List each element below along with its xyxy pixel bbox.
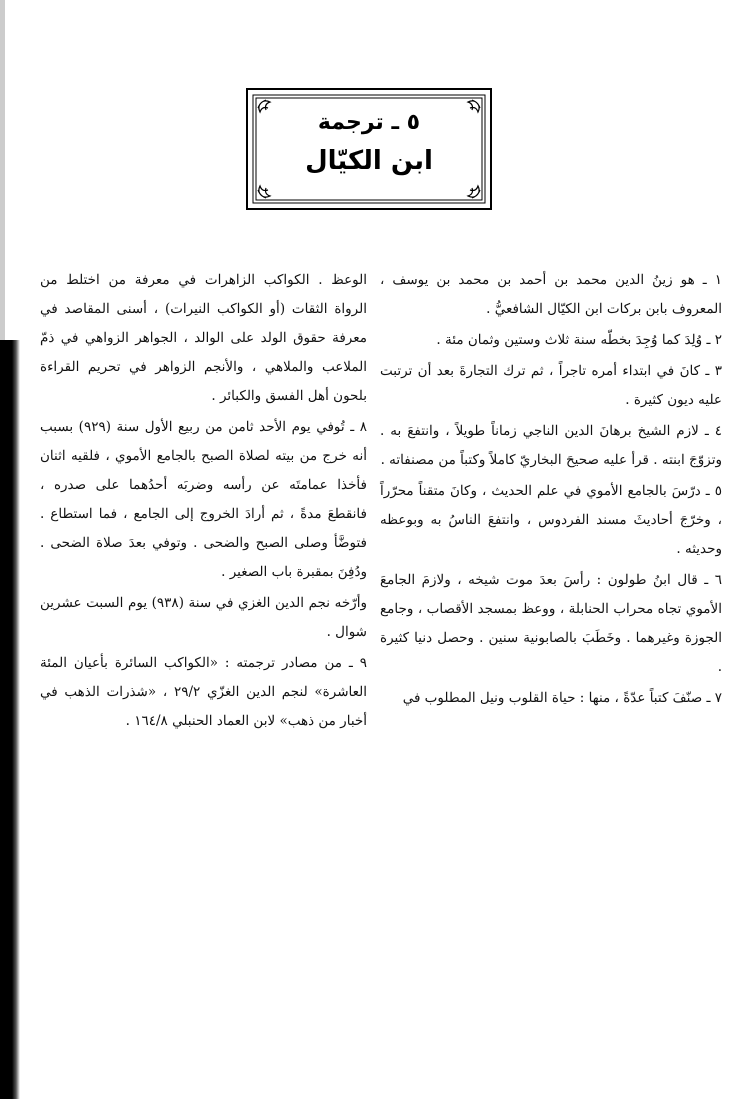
- paragraph-8: ٨ ـ تُوفي يوم الأحد ثامن من ربيع الأول سنة (٩٢٩) بسبب أنه خرج من بيته لصلاة الصبح بالجامع الأموي ، فلقيه اثنان فأخذا عمامتَه عن رأسه وضربَه أحدُهما على صدره ، فانقطعَ مدةً ، ثم أرادَ الخروج إلى الجامع ، فما استطاع . فتوضَّأ وصلى الصبح والضحى . وتوفي بعدَ صلاة الضحى . ودُفِنَ بمقبرة باب الصغير .: [40, 419, 367, 580]
- title-frame: [244, 86, 494, 212]
- left-column: [40, 266, 367, 736]
- paragraph-8-note: وأرّخه نجم الدين الغزي في سنة (٩٣٨) يوم السبت عشرين شوال .: [40, 595, 367, 640]
- paragraph-2: ٢ ـ وُلِدَ كما وُجِدَ بخطّه سنة ثلاث وستين وثمان مئة .: [436, 332, 722, 348]
- paragraph-5: ٥ ـ درّسَ بالجامع الأموي في علم الحديث ، وكانَ متقناً محرّراً ، وخرّجَ أحاديثَ مسند الفردوس ، وانتفعَ الناسُ به وبوعظه وحديثه .: [380, 483, 722, 557]
- scan-edge-top: [0, 0, 5, 340]
- paragraph-7: ٧ ـ صنّفَ كتباً عدّةً ، منها : حياة القلوب ونيل المطلوب في: [402, 690, 722, 706]
- paragraph-4: ٤ ـ لازم الشيخ برهانَ الدين الناجي زماناً طويلاً ، وانتفعَ به . وتزوّجَ ابنته . قرأ عليه صحيحَ البخاريّ كاملاً وكتباً من مصنفاته .: [380, 423, 722, 468]
- title-number-line: ٥ ـ ترجمة: [317, 110, 421, 135]
- paragraph-3: ٣ ـ كانَ في ابتداء أمره تاجراً ، ثم ترك التجارةَ بعد أن ترتبت عليه ديون كثيرة .: [380, 363, 722, 408]
- paragraph-1: ١ ـ هو زينُ الدين محمد بن أحمد بن محمد بن يوسف ، المعروف بابن بركات ابن الكيّال الشافعيُّ .: [380, 272, 722, 317]
- title-name-line: ابن الكيّال: [305, 146, 433, 176]
- scan-edge-shadow: [0, 340, 20, 1099]
- right-column: [380, 266, 722, 713]
- paragraph-6: ٦ ـ قال ابنُ طولون : رأسَ بعدَ موت شيخه ، ولازمَ الجامعَ الأموي تجاه محراب الحنابلة ، ووعظ بمسجد الأقصاب ، وجامع الجوزة وغيرهما . وخَطَبَ بالصابونية سنين . وحصل دنيا كثيرة .: [380, 572, 722, 675]
- paragraph-7-continued: الوعظ . الكواكب الزاهرات في معرفة من اختلط من الرواة الثقات (أو الكواكب النيرات) ، أسنى المقاصد في معرفة حقوق الولد على الوالد ، الجواهر الزواهي في ذمّ الملاعب والملاهي ، والأنجم الزواهر في تحريم القراءة بلحون أهل الفسق والكبائر .: [40, 272, 367, 404]
- paragraph-9-sources: ٩ ـ من مصادر ترجمته : «الكواكب السائرة بأعيان المئة العاشرة» لنجم الدين الغزّي ٢٩/٢ ، «شذرات الذهب في أخبار من ذهب» لابن العماد الحنبلي ١٦٤/٨ .: [40, 655, 367, 729]
